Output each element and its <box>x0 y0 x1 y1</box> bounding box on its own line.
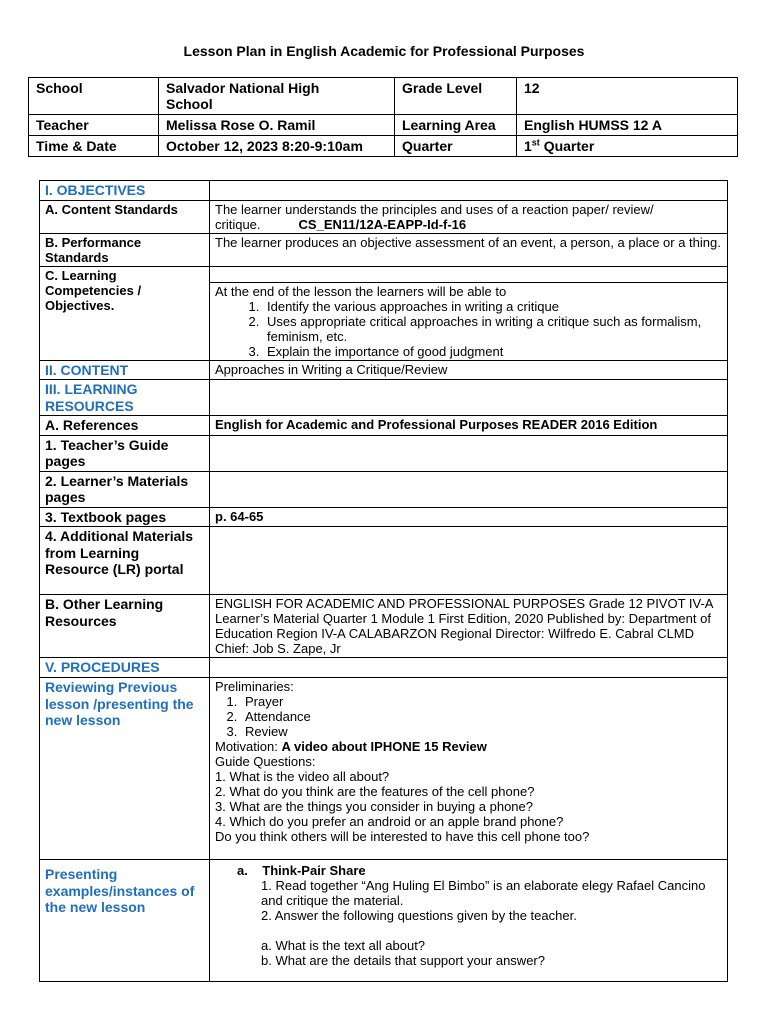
procedures-heading: V. PROCEDURES <box>40 658 210 678</box>
list-item: 3. What are the things you consider in buying a phone? <box>215 799 533 814</box>
performance-standards-text: The learner produces an objective assessment of an event, a person, a place or a thing. <box>210 233 728 266</box>
objectives-heading: I. OBJECTIVES <box>40 181 210 201</box>
school-value: Salvador National High School <box>159 78 395 115</box>
lesson-plan-table <box>39 180 728 982</box>
list-item: b. What are the details that support your answer? <box>261 953 545 968</box>
list-item: 3. Explain the importance of good judgment <box>263 344 722 359</box>
list-item: 1. What is the video all about? <box>215 769 390 784</box>
content-standards-label: A. Content Standards <box>40 200 210 233</box>
list-item: 2. Uses appropriate critical approaches in writing a critique such as formalism, feminism, etc. <box>263 314 722 344</box>
teacher-value: Melissa Rose O. Ramil <box>159 115 395 136</box>
list-item: 2. Answer the following questions given by the teacher. <box>261 908 577 923</box>
learning-resources-heading: III. LEARNING RESOURCES <box>40 380 210 416</box>
quarter-label: Quarter <box>395 136 517 157</box>
grade-level-label: Grade Level <box>395 78 517 115</box>
textbook-pages-text: p. 64-65 <box>210 507 728 527</box>
teacher-label: Teacher <box>29 115 159 136</box>
learning-competencies-text: At the end of the lesson the learners will be able to 1. Identify the various approaches in writing a critique 2. Uses appropriate critical approaches in writing a critique such as formalism, feminism, etc. 3. Explain the importance of good judgment <box>210 282 728 360</box>
content-text: Approaches in Writing a Critique/Review <box>210 360 728 380</box>
time-date-value: October 12, 2023 8:20-9:10am <box>159 136 395 157</box>
learning-area-label: Learning Area <box>395 115 517 136</box>
list-item: 2. What do you think are the features of the cell phone? <box>215 784 535 799</box>
learners-materials-label: 2. Learner’s Materials pages <box>40 471 210 507</box>
list-item: Do you think others will be interested to have this cell phone too? <box>215 829 590 844</box>
list-item: 1. Prayer <box>241 694 722 709</box>
school-label: School <box>29 78 159 115</box>
performance-standards-label: B. Performance Standards <box>40 233 210 266</box>
time-date-label: Time & Date <box>29 136 159 157</box>
other-resources-label: B. Other Learning Resources <box>40 595 210 658</box>
list-item: a. What is the text all about? <box>261 938 426 953</box>
competency-code: CS_EN11/12A-EAPP-Id-f-16 <box>298 216 467 232</box>
grade-level-value: 12 <box>517 78 738 115</box>
presenting-examples-label: Presenting examples/instances of the new lesson <box>40 860 210 982</box>
list-item: 3. Review <box>241 724 722 739</box>
content-standards-text: The learner understands the principles and uses of a reaction paper/ review/ critique. CS_EN11/12A-EAPP-Id-f-16 <box>210 200 728 233</box>
references-label: A. References <box>40 416 210 436</box>
presenting-examples-text <box>210 860 728 982</box>
list-item: 2. Attendance <box>241 709 722 724</box>
reviewing-previous-lesson-label: Reviewing Previous lesson /presenting the new lesson <box>40 678 210 860</box>
learning-area-value: English HUMSS 12 A <box>517 115 738 136</box>
additional-materials-label: 4. Additional Materials from Learning Resource (LR) portal <box>40 527 210 595</box>
learning-competencies-label: C. Learning Competencies / Objectives. <box>40 266 210 360</box>
quarter-value: 1st Quarter <box>517 136 738 157</box>
content-heading: II. CONTENT <box>40 360 210 380</box>
header-info-table <box>28 77 738 157</box>
list-item: 4. Which do you prefer an android or an apple brand phone? <box>215 814 564 829</box>
other-resources-text: ENGLISH FOR ACADEMIC AND PROFESSIONAL PURPOSES Grade 12 PIVOT IV-A Learner’s Material Quarter 1 Module 1 First Edition, 2020 Published by: Department of Education Region IV-A CALABARZON Regional Director: Wilfredo E. Cabral CLMD Chief: Job S. Zape, Jr <box>210 595 728 658</box>
motivation-line: Motivation: A video about IPHONE 15 Review <box>215 739 487 754</box>
textbook-pages-label: 3. Textbook pages <box>40 507 210 527</box>
think-pair-share-title: a. Think-Pair Share <box>237 863 366 878</box>
list-item: 1. Identify the various approaches in writing a critique <box>263 299 722 314</box>
references-text: English for Academic and Professional Purposes READER 2016 Edition <box>210 416 728 436</box>
document-title: Lesson Plan in English Academic for Professional Purposes <box>183 43 585 59</box>
list-item: 1. Read together “Ang Huling El Bimbo” is an elaborate elegy Rafael Cancino and critique the material. <box>261 878 706 908</box>
teachers-guide-label: 1. Teacher’s Guide pages <box>40 435 210 471</box>
reviewing-previous-lesson-text: Preliminaries: 1. Prayer 2. Attendance 3. Review Motivation: A video about IPHONE 15 Review Guide Questions: 1. What is the video all about? 2. What do you think are the features of the cell phone? 3. What are the things you consider in buying a phone? 4. Which do you prefer an android or an apple brand phone? Do you think others will be interested to have this cell phone too? <box>210 678 728 860</box>
